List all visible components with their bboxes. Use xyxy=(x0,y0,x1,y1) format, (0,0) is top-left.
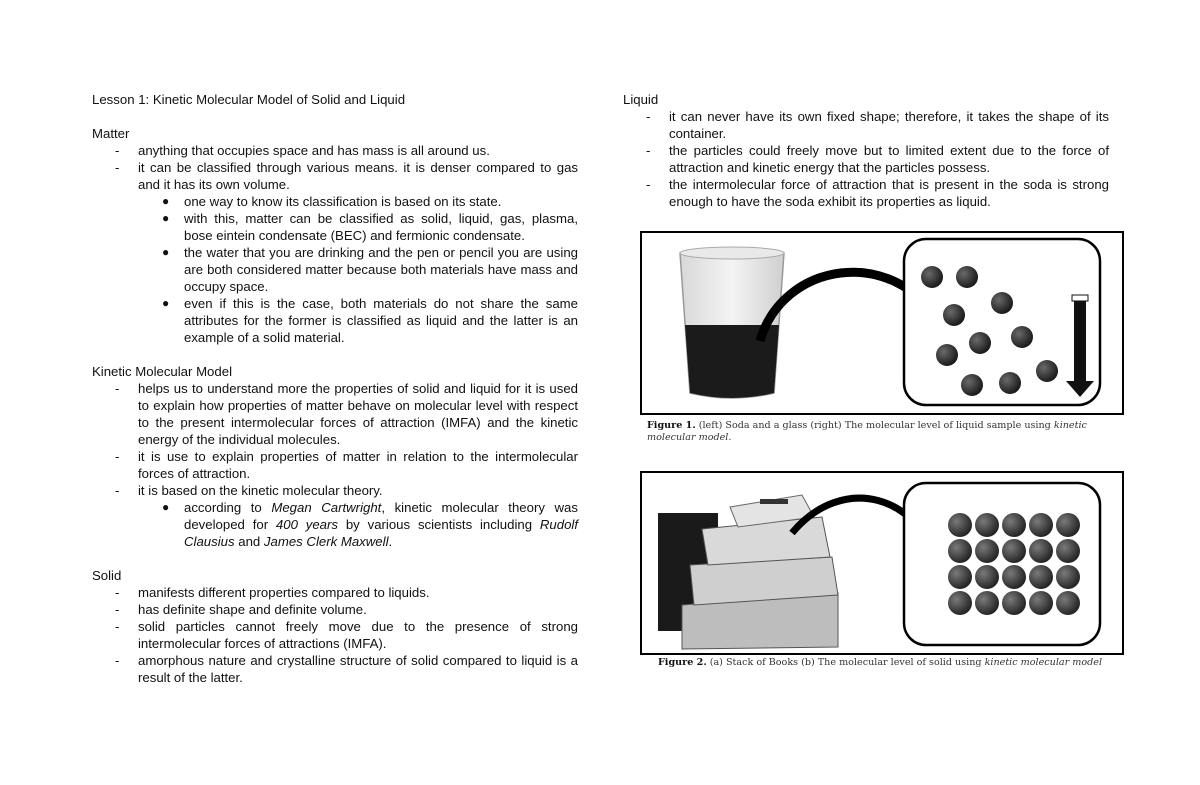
matter-sublist xyxy=(138,193,578,346)
list-item: - amorphous nature and crystalline structure of solid compared to liquid is a result of the latter. xyxy=(115,653,578,685)
bullet-item: ● even if this is the case, both materials do not share the same attributes for the former is classified as liquid and the latter is an example of a solid material. xyxy=(162,296,578,345)
bullet-marker: ● xyxy=(162,296,170,310)
figure-1-caption: Figure 1. (left) Soda and a glass (right) The molecular level of liquid sample using kinetic molecular model. xyxy=(647,420,1087,443)
dash-marker: - xyxy=(646,177,651,192)
solid-particle xyxy=(1056,591,1080,615)
list-item: - helps us to understand more the properties of solid and liquid for it is used to explain how properties of matter behave on molecular level with respect to the present intermolecular forces of attraction (IMFA) and the kinetic energy of the individual molecules. xyxy=(115,381,578,447)
solid-particle xyxy=(1056,539,1080,563)
duration: 400 years xyxy=(275,517,339,532)
bullet-item: ● the water that you are drinking and the pen or pencil you are using are both considered matter because both materials have mass and occupy space. xyxy=(162,245,578,294)
bullet-marker: ● xyxy=(162,194,170,208)
dash-marker: - xyxy=(115,449,120,464)
bullet-marker: ● xyxy=(162,211,170,225)
bullet-item: ● with this, matter can be classified as solid, liquid, gas, plasma, bose eintein condensate (BEC) and fermionic condensate. xyxy=(162,211,578,243)
lesson-title: Lesson 1: Kinetic Molecular Model of Solid and Liquid xyxy=(92,92,406,107)
solid-particle xyxy=(1029,539,1053,563)
solid-particle xyxy=(948,565,972,589)
list-item: - anything that occupies space and has mass is all around us. xyxy=(115,143,490,158)
dash-marker: - xyxy=(646,109,651,124)
dash-marker: - xyxy=(115,585,120,600)
liquid-list xyxy=(623,108,1109,210)
figure-2-caption: Figure 2. (a) Stack of Books (b) The molecular level of solid using kinetic molecular model xyxy=(658,657,1103,668)
dash-marker: - xyxy=(115,653,120,668)
solid-particle xyxy=(975,565,999,589)
list-item: - it can never have its own fixed shape; therefore, it takes the shape of its container. xyxy=(646,109,1109,141)
scientist-name: Rudolf Clausius xyxy=(184,517,579,549)
kmm-heading: Kinetic Molecular Model xyxy=(92,364,232,379)
right-column xyxy=(623,91,1109,210)
dash-marker: - xyxy=(115,160,120,175)
bullet-marker: ● xyxy=(162,245,170,259)
solid-particle xyxy=(1056,565,1080,589)
figure-2 xyxy=(640,471,1124,655)
list-item: - has definite shape and definite volume. xyxy=(115,602,367,617)
solid-particle xyxy=(948,513,972,537)
figure-1 xyxy=(640,231,1124,415)
liquid-heading: Liquid xyxy=(623,92,659,107)
dash-marker: - xyxy=(646,143,651,158)
kmm-list xyxy=(92,380,578,550)
solid-particle xyxy=(948,539,972,563)
list-item: - it is use to explain properties of matter in relation to the intermolecular forces of attraction. xyxy=(115,449,578,481)
list-item: - manifests different properties compared to liquids. xyxy=(115,585,430,600)
solid-particle xyxy=(1002,513,1026,537)
solid-particle xyxy=(1029,513,1053,537)
left-column xyxy=(92,91,578,686)
scientist-name: James Clerk Maxwell xyxy=(263,534,389,549)
solid-particle xyxy=(1002,539,1026,563)
dash-marker: - xyxy=(115,602,120,617)
solid-list xyxy=(92,584,578,686)
solid-heading: Solid xyxy=(92,568,122,583)
dash-marker: - xyxy=(115,483,120,498)
molecule-box xyxy=(904,483,1100,645)
solid-particle xyxy=(1056,513,1080,537)
solid-particle xyxy=(975,539,999,563)
bullet-item: ● according to Megan Cartwright, kinetic molecular theory was developed for 400 years by various scientists including Rudolf Clausius and James Clerk Maxwell. xyxy=(162,500,579,549)
bullet-item: ● one way to know its classification is based on its state. xyxy=(162,194,502,209)
solid-particle xyxy=(975,513,999,537)
author-name: Megan Cartwright xyxy=(271,500,382,515)
list-item: - the particles could freely move but to limited extent due to the force of attraction and kinetic energy that the particles possess. xyxy=(646,143,1109,175)
list-item: - it is based on the kinetic molecular theory. ● according to Megan Cartwright, kinetic molecular theory was developed for 400 years by various scientists including Rudolf Clausius and James Clerk Maxwell. xyxy=(115,483,579,549)
solid-particle xyxy=(975,591,999,615)
list-item: - solid particles cannot freely move due to the presence of strong intermolecular forces of attractions (IMFA). xyxy=(115,619,578,651)
dash-marker: - xyxy=(115,381,120,396)
solid-particle xyxy=(1002,591,1026,615)
solid-illustration xyxy=(642,473,1122,653)
solid-particle xyxy=(1029,565,1053,589)
solid-particle xyxy=(1029,591,1053,615)
list-item: - the intermolecular force of attraction that is present in the soda is strong enough to have the soda exhibit its properties as liquid. xyxy=(646,177,1109,209)
solid-particle xyxy=(1002,565,1026,589)
dash-marker: - xyxy=(115,143,120,158)
matter-heading: Matter xyxy=(92,126,130,141)
matter-list xyxy=(92,142,578,346)
kmm-sublist xyxy=(138,499,578,550)
solid-particle xyxy=(948,591,972,615)
list-item: - it can be classified through various means. it is denser compared to gas and it has its own volume. ● one way to know its classification is based on its state. ● with this, matter can be classified as solid, liquid, gas, plasma, bose eintein condensate (BEC) and fermionic condensate. ● the water that you are drinking and the pen or pencil you are using are both considered matter because both materials have mass and occupy space. ● even if this is the case, both materials do not share the same attributes for the former is classified as liquid and the latter is an example of a solid material. xyxy=(115,160,578,345)
liquid-illustration xyxy=(642,233,1122,413)
bullet-marker: ● xyxy=(162,500,170,514)
dash-marker: - xyxy=(115,619,120,634)
